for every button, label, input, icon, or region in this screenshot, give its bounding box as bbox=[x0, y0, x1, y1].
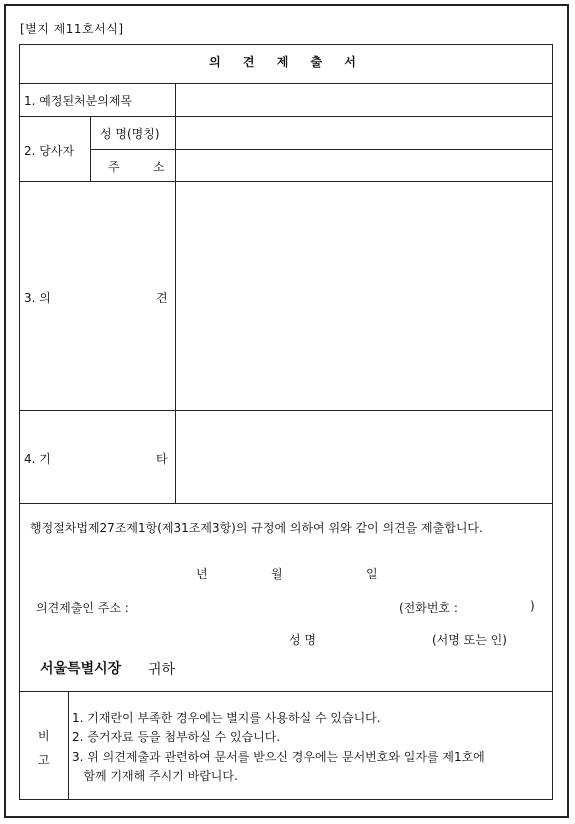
opinion-field[interactable] bbox=[177, 183, 551, 409]
divider-row1 bbox=[20, 116, 552, 117]
row1-value-field[interactable] bbox=[177, 85, 551, 115]
note-line-4: 함께 기재해 주시기 바랍니다. bbox=[72, 769, 238, 783]
divider-row2-inner bbox=[90, 149, 552, 150]
divider-row4 bbox=[20, 503, 552, 504]
row2-label: 2. 당사자 bbox=[24, 144, 75, 158]
party-name-label: 성 명(명칭) bbox=[100, 127, 160, 141]
submitter-address-label: 의견제출인 주소 : bbox=[36, 601, 129, 615]
divider-declaration bbox=[20, 691, 552, 692]
divider-row3 bbox=[20, 410, 552, 411]
other-field[interactable] bbox=[177, 412, 551, 502]
note-line-2: 2. 증거자료 등을 첨부하실 수 있습니다. bbox=[72, 730, 281, 744]
phone-label: (전화번호 : bbox=[399, 601, 458, 615]
divider-label-column bbox=[175, 83, 176, 503]
divider-notes-column bbox=[68, 691, 69, 799]
other-label-b: 타 bbox=[156, 452, 168, 466]
party-address-label-b: 소 bbox=[153, 160, 165, 174]
attachment-form-label: [별지 제11호서식] bbox=[20, 22, 124, 36]
day-label: 일 bbox=[366, 567, 378, 581]
recipient-name: 서울특별시장 bbox=[40, 661, 122, 677]
submitter-name-label: 성 명 bbox=[289, 633, 316, 647]
notes-label-a: 비 bbox=[38, 729, 50, 743]
opinion-label-a: 3. 의 bbox=[24, 291, 51, 305]
opinion-label-b: 견 bbox=[156, 291, 168, 305]
recipient-suffix: 귀하 bbox=[148, 662, 176, 678]
note-line-1: 1. 기재란이 부족한 경우에는 별지를 사용하실 수 있습니다. bbox=[72, 711, 381, 725]
party-name-field[interactable] bbox=[177, 118, 551, 148]
phone-close: ) bbox=[530, 599, 535, 613]
party-address-field[interactable] bbox=[177, 151, 551, 180]
other-label-a: 4. 기 bbox=[24, 452, 51, 466]
divider-title bbox=[20, 83, 552, 84]
year-label: 년 bbox=[196, 567, 208, 581]
month-label: 월 bbox=[271, 567, 283, 581]
divider-party-column bbox=[90, 116, 91, 181]
opinion-submission-form bbox=[19, 44, 553, 800]
form-title: 의 견 제 출 서 bbox=[209, 55, 365, 69]
divider-row2 bbox=[20, 181, 552, 182]
row1-label: 1. 예정된처분의제목 bbox=[24, 94, 133, 108]
note-line-3: 3. 위 의견제출과 관련하여 문서를 받으신 경우에는 문서번호와 일자를 제1호에 bbox=[72, 750, 485, 764]
signature-label: (서명 또는 인) bbox=[432, 633, 507, 647]
notes-label-b: 고 bbox=[38, 753, 50, 767]
declaration-statement: 행정절차법제27조제1항(제31조제3항)의 규정에 의하여 위와 같이 의견을 제출합니다. bbox=[30, 521, 483, 535]
party-address-label-a: 주 bbox=[108, 160, 120, 174]
